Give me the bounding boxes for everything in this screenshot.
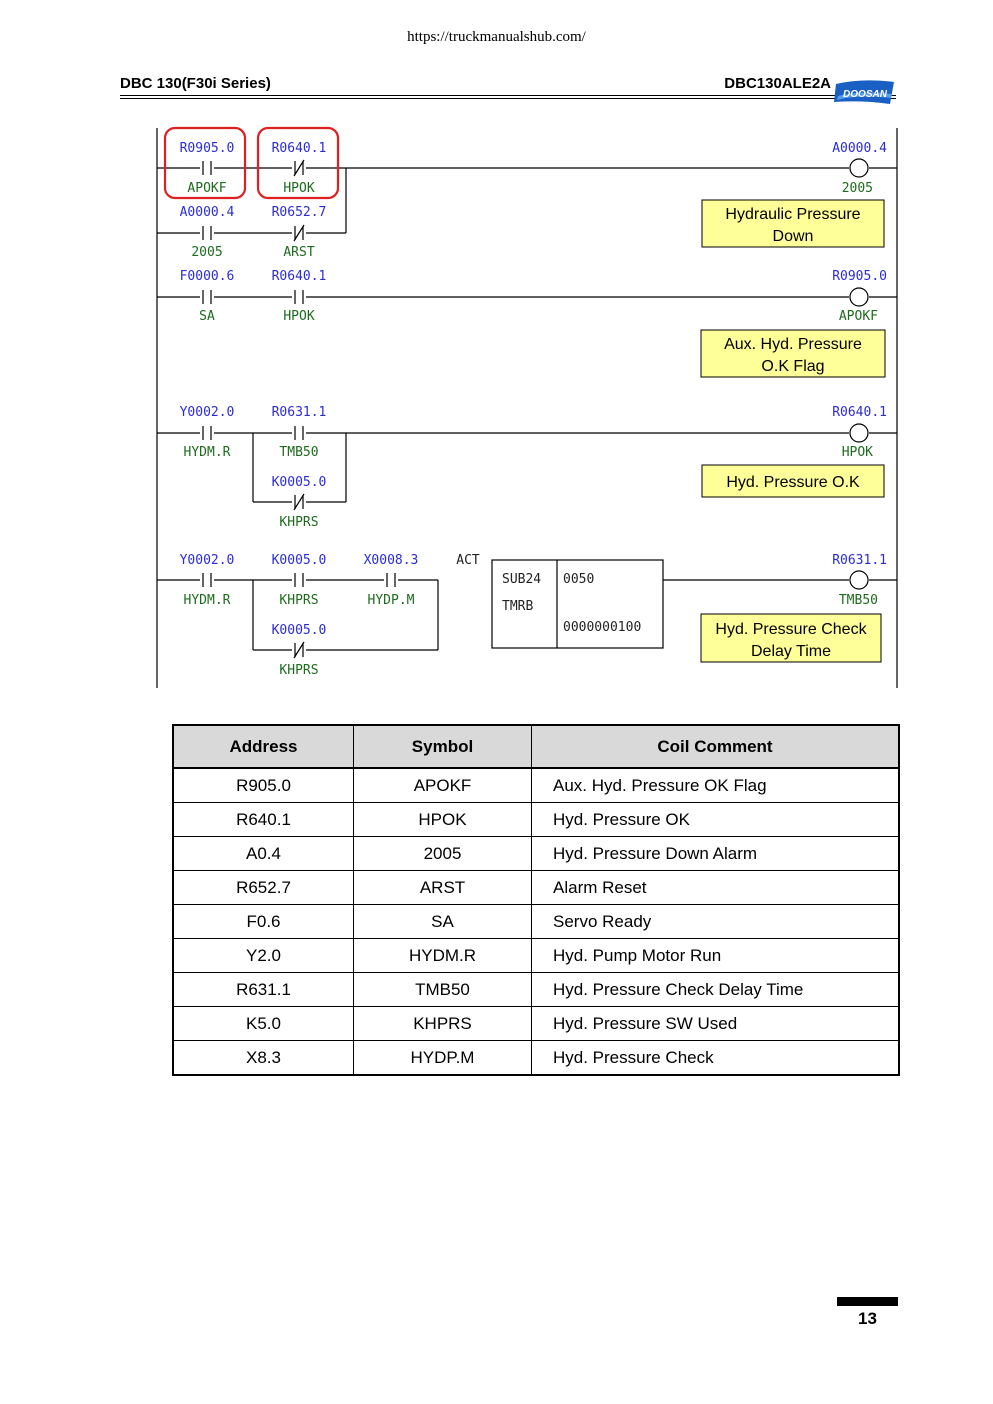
svg-text:Down: Down [772, 228, 814, 245]
cell-symbol: HPOK [354, 803, 532, 837]
table-header-row [173, 725, 899, 768]
cell-comment: Servo Ready [532, 905, 900, 939]
page-number: 13 [858, 1309, 877, 1328]
contact-address: K0005.0 [271, 553, 327, 568]
table-row [173, 973, 899, 1007]
comment-box [701, 330, 885, 377]
cell-symbol: TMB50 [354, 973, 532, 1007]
cell-symbol: APOKF [354, 768, 532, 803]
header-coil-comment: Coil Comment [532, 725, 900, 768]
contact-symbol: HYDM.R [183, 445, 231, 460]
contact-symbol: HYDP.M [367, 593, 415, 608]
svg-text:Hydraulic Pressure: Hydraulic Pressure [725, 206, 861, 223]
cell-comment: Hyd. Pressure Check Delay Time [532, 973, 900, 1007]
header-title: DBC 130(F30i Series) [120, 75, 271, 92]
table-row [173, 768, 899, 803]
function-name: TMRB [502, 599, 534, 614]
header-symbol: Symbol [354, 725, 532, 768]
timer-preset: 0000000100 [563, 620, 642, 635]
cell-comment: Aux. Hyd. Pressure OK Flag [532, 768, 900, 803]
cell-symbol: HYDP.M [354, 1041, 532, 1076]
table-row [173, 1007, 899, 1041]
contact-address: R0652.7 [271, 205, 327, 220]
cell-symbol: 2005 [354, 837, 532, 871]
coil-symbol: HPOK [841, 445, 873, 460]
coil-address: R0905.0 [832, 269, 887, 284]
cell-address: K5.0 [173, 1007, 354, 1041]
table-row [173, 1041, 899, 1076]
cell-comment: Hyd. Pump Motor Run [532, 939, 900, 973]
coil-symbol: 2005 [841, 181, 873, 196]
header-doc-code: DBC130ALE2A [724, 75, 831, 92]
contact-symbol: KHPRS [279, 515, 319, 530]
contact-symbol: TMB50 [279, 445, 319, 460]
cell-comment: Hyd. Pressure OK [532, 803, 900, 837]
cell-symbol: SA [354, 905, 532, 939]
contact-symbol: ARST [283, 245, 315, 260]
signal-table [172, 724, 900, 1076]
contact-address: R0640.1 [271, 269, 327, 284]
cell-symbol: KHPRS [354, 1007, 532, 1041]
source-url[interactable]: https://truckmanualshub.com/ [407, 29, 586, 45]
contact-address: K0005.0 [271, 475, 327, 490]
contact-address: R0905.0 [179, 141, 235, 156]
svg-text:Hyd. Pressure O.K: Hyd. Pressure O.K [726, 474, 860, 491]
svg-text:Hyd. Pressure Check: Hyd. Pressure Check [715, 621, 867, 638]
cell-address: F0.6 [173, 905, 354, 939]
comment-box [702, 200, 884, 247]
contact-address: Y0002.0 [179, 405, 235, 420]
contact-address: K0005.0 [271, 623, 327, 638]
svg-text:O.K Flag: O.K Flag [761, 358, 825, 375]
contact-symbol: KHPRS [279, 593, 319, 608]
contact-symbol: 2005 [191, 245, 223, 260]
coil-address: R0631.1 [832, 553, 887, 568]
coil-address: R0640.1 [832, 405, 887, 420]
cell-address: R631.1 [173, 973, 354, 1007]
coil-symbol: TMB50 [838, 593, 878, 608]
contact-address: X0008.3 [363, 553, 419, 568]
contact-address: F0000.6 [179, 269, 235, 284]
table-row [173, 871, 899, 905]
header-address: Address [173, 725, 354, 768]
contact-symbol: SA [199, 309, 215, 324]
cell-address: A0.4 [173, 837, 354, 871]
cell-address: R640.1 [173, 803, 354, 837]
table-row [173, 905, 899, 939]
cell-symbol: ARST [354, 871, 532, 905]
contact-address: A0000.4 [179, 205, 235, 220]
table-row [173, 837, 899, 871]
function-number: SUB24 [502, 572, 542, 587]
cell-comment: Hyd. Pressure SW Used [532, 1007, 900, 1041]
cell-comment: Hyd. Pressure Down Alarm [532, 837, 900, 871]
comment-box [702, 465, 884, 497]
comment-box [701, 614, 881, 662]
cell-comment: Hyd. Pressure Check [532, 1041, 900, 1076]
timer-number: 0050 [563, 572, 595, 587]
coil-address: A0000.4 [832, 141, 887, 156]
contact-address: R0631.1 [271, 405, 327, 420]
contact-symbol: HPOK [283, 309, 315, 324]
cell-address: Y2.0 [173, 939, 354, 973]
header-rule-double [120, 98, 896, 99]
contact-symbol: HYDM.R [183, 593, 231, 608]
contact-address: Y0002.0 [179, 553, 235, 568]
table-row [173, 939, 899, 973]
cell-symbol: HYDM.R [354, 939, 532, 973]
cell-address: X8.3 [173, 1041, 354, 1076]
header-rule [120, 95, 896, 96]
cell-comment: Alarm Reset [532, 871, 900, 905]
doosan-logo-icon [832, 80, 898, 106]
svg-text:Aux. Hyd. Pressure: Aux. Hyd. Pressure [724, 336, 862, 353]
contact-symbol: KHPRS [279, 663, 319, 678]
svg-text:DOOSAN: DOOSAN [843, 89, 887, 100]
coil-symbol: APOKF [838, 309, 878, 324]
contact-symbol: HPOK [283, 181, 315, 196]
cell-address: R652.7 [173, 871, 354, 905]
table-row [173, 803, 899, 837]
contact-address: R0640.1 [271, 141, 327, 156]
ladder-diagram [150, 120, 910, 695]
contact-symbol: APOKF [187, 181, 227, 196]
svg-text:Delay Time: Delay Time [750, 643, 832, 660]
cell-address: R905.0 [173, 768, 354, 803]
page-number-bar [837, 1297, 898, 1306]
act-label: ACT [456, 553, 480, 568]
